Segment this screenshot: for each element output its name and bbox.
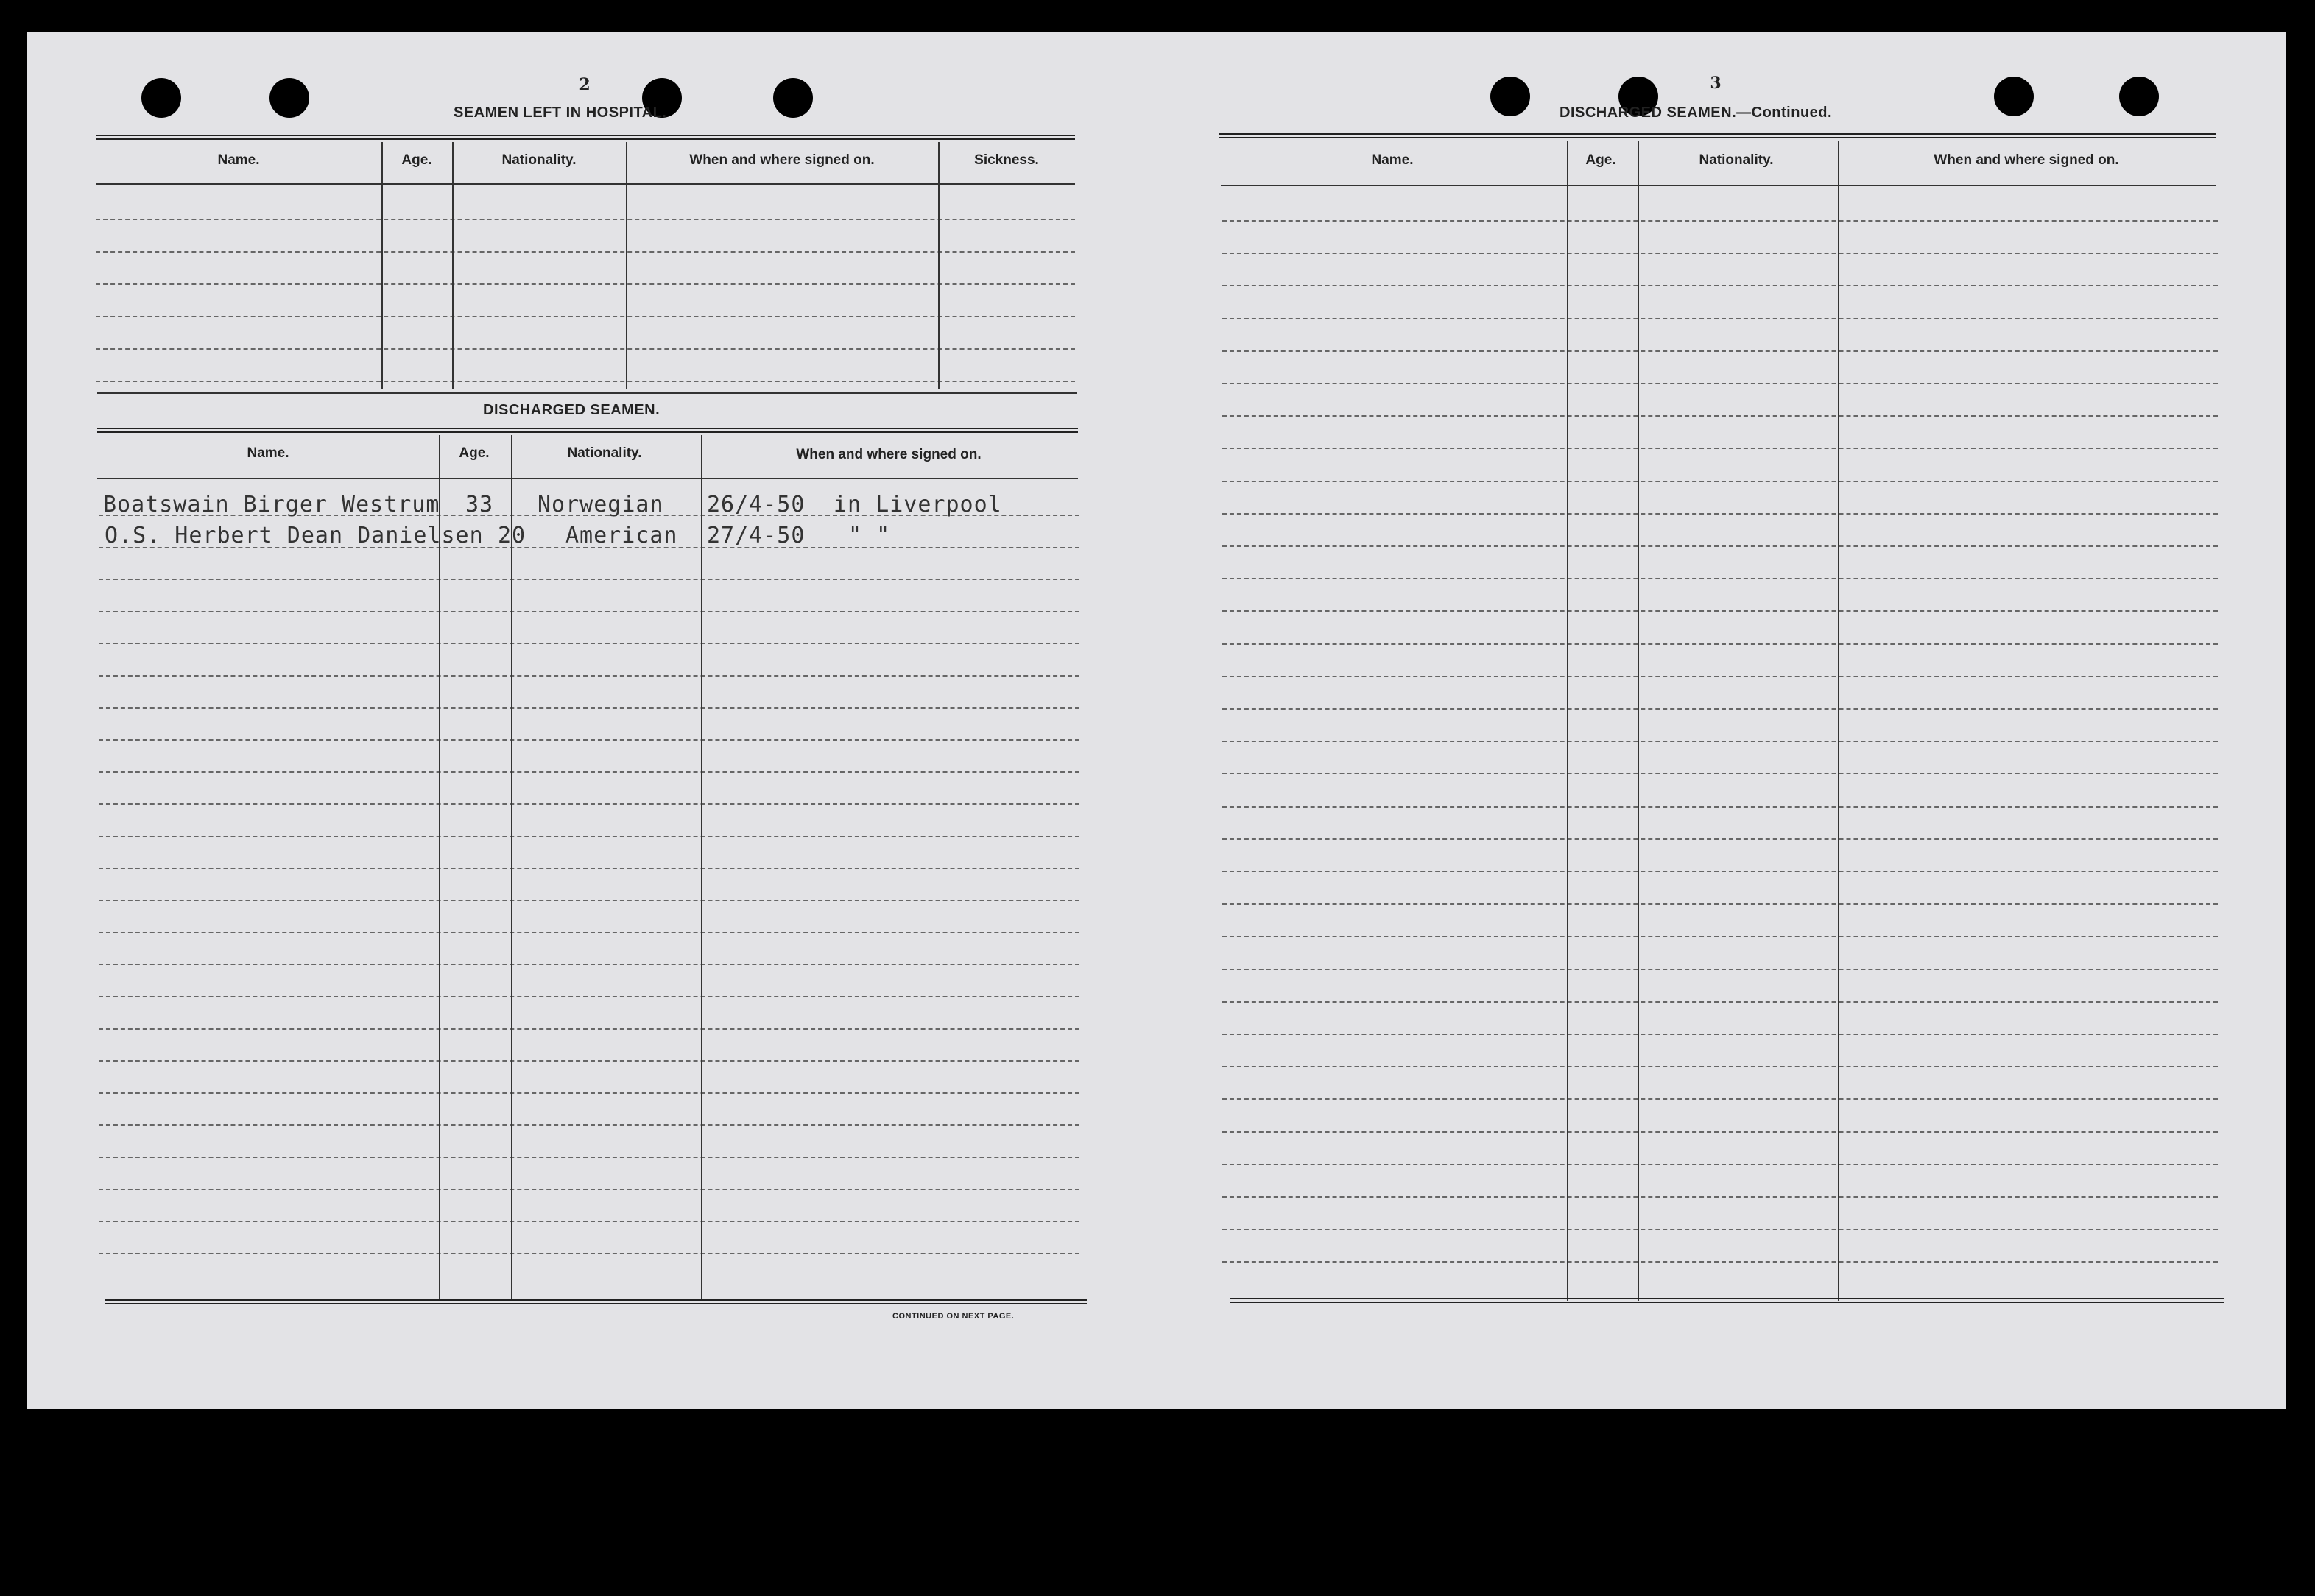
ruled-line [1222,318,2218,319]
punch-hole [1490,77,1530,116]
ruled-line [1222,220,2218,222]
hospital-col-divider [626,142,627,389]
ruled-line [1222,1066,2218,1067]
hospital-col-divider [938,142,940,389]
entry-nationality: American [565,523,678,548]
entry-age: 33 [465,492,494,518]
ruled-line [99,643,1079,644]
ruled-line [99,1253,1079,1254]
ruled-line [1222,676,2218,677]
hospital-row-line [96,219,1075,220]
punch-hole [1994,77,2034,116]
ruled-line [1222,1229,2218,1230]
hospital-row-line [96,348,1075,350]
hospital-row-line [96,251,1075,253]
ruled-line [99,803,1079,805]
right-col-divider [1638,141,1639,1301]
right-col-divider [1838,141,1839,1301]
right-page-number: 3 [1710,74,1722,93]
right-col-signed-on: When and where signed on. [1934,152,2119,168]
ruled-line [99,707,1079,709]
ruled-line [1222,806,2218,808]
ruled-line [1222,903,2218,905]
ruled-line [1222,578,2218,579]
entry-signed-date: 27/4-50 [707,523,806,548]
ruled-line [99,1028,1079,1030]
right-col-age: Age. [1585,152,1616,168]
ruled-line [1222,1196,2218,1198]
ruled-line [99,1060,1079,1062]
entry-signed-date: 26/4-50 [707,492,806,518]
punch-hole [269,78,309,118]
ruled-line [1222,838,2218,840]
ruled-line [99,1221,1079,1222]
ruled-line [1222,773,2218,774]
ruled-line [1222,1131,2218,1133]
punch-hole [141,78,181,118]
ruled-line [99,900,1079,901]
ruled-line [1222,1164,2218,1165]
ruled-line [99,1189,1079,1190]
ruled-line [1222,253,2218,254]
hospital-col-signed-on: When and where signed on. [689,152,875,168]
continued-footer: CONTINUED ON NEXT PAGE. [892,1312,1015,1321]
discharged-bottom-rule [105,1299,1087,1304]
ruled-line [99,1157,1079,1158]
ruled-line [99,739,1079,741]
ruled-line [1222,1001,2218,1003]
hospital-col-age: Age. [401,152,432,168]
hospital-row-line [96,316,1075,317]
ruled-line [1222,415,2218,417]
left-page-number: 2 [579,75,591,94]
right-col-divider [1567,141,1568,1301]
ruled-line [1222,448,2218,449]
ruled-line [99,932,1079,933]
entry-name: Boatswain Birger Westrum [103,492,440,518]
ruled-line [1222,1261,2218,1263]
ruled-line [1222,708,2218,710]
hospital-bottom-rule [97,392,1077,394]
entry-nationality: Norwegian [538,492,664,518]
right-page-title: DISCHARGED SEAMEN.—Continued. [1560,105,1833,121]
ruled-line [99,771,1079,773]
right-header-rule [1221,185,2216,186]
hospital-row-line [96,283,1075,285]
ruled-line [1222,741,2218,742]
ruled-line [1222,936,2218,937]
discharged-col-divider [701,435,702,1301]
ruled-line [1222,350,2218,352]
entry-age: 20 [498,523,526,548]
discharged-col-divider [511,435,512,1301]
ruled-line [1222,1034,2218,1035]
ruled-line [1222,513,2218,515]
document-paper [27,32,2286,1409]
discharged-header-rule [97,478,1078,479]
ruled-line [1222,643,2218,645]
hospital-header-rule [96,183,1075,185]
ruled-line [99,964,1079,965]
hospital-top-rule [96,135,1075,140]
ruled-line [1222,481,2218,482]
entry-signed-place: " " [848,523,891,548]
hospital-col-sickness: Sickness. [974,152,1039,168]
ruled-line [99,1124,1079,1126]
discharged-top-rule [97,428,1078,433]
hospital-col-divider [381,142,383,389]
right-top-rule [1219,133,2216,138]
ruled-line [99,675,1079,677]
ruled-line [99,1092,1079,1094]
ruled-line [99,611,1079,612]
hospital-col-name: Name. [217,152,260,168]
ruled-line [99,996,1079,998]
entry-name: O.S. Herbert Dean Danielsen [105,523,484,548]
discharged-section-title: DISCHARGED SEAMEN. [483,402,660,418]
right-col-nationality: Nationality. [1699,152,1774,168]
ruled-line [1222,610,2218,612]
ruled-line [99,868,1079,869]
punch-hole [773,78,813,118]
ruled-line [1222,969,2218,970]
ruled-line [1222,871,2218,872]
punch-hole [2119,77,2159,116]
hospital-col-nationality: Nationality. [501,152,577,168]
ruled-line [1222,285,2218,286]
discharged-col-name: Name. [247,445,289,461]
discharged-col-age: Age. [459,445,490,461]
hospital-row-line [96,381,1075,382]
ruled-line [1222,1098,2218,1100]
hospital-section-title: SEAMEN LEFT IN HOSPITAL. [454,105,667,121]
ruled-line [99,579,1079,580]
discharged-col-signed-on: When and where signed on. [796,447,982,462]
hospital-col-divider [452,142,454,389]
entry-signed-place: in Liverpool [834,492,1002,518]
discharged-col-nationality: Nationality. [567,445,642,461]
right-bottom-rule [1230,1298,2224,1303]
ruled-line [1222,545,2218,547]
ruled-line [1222,383,2218,384]
discharged-col-divider [439,435,440,1301]
right-col-name: Name. [1371,152,1414,168]
ruled-line [99,836,1079,837]
